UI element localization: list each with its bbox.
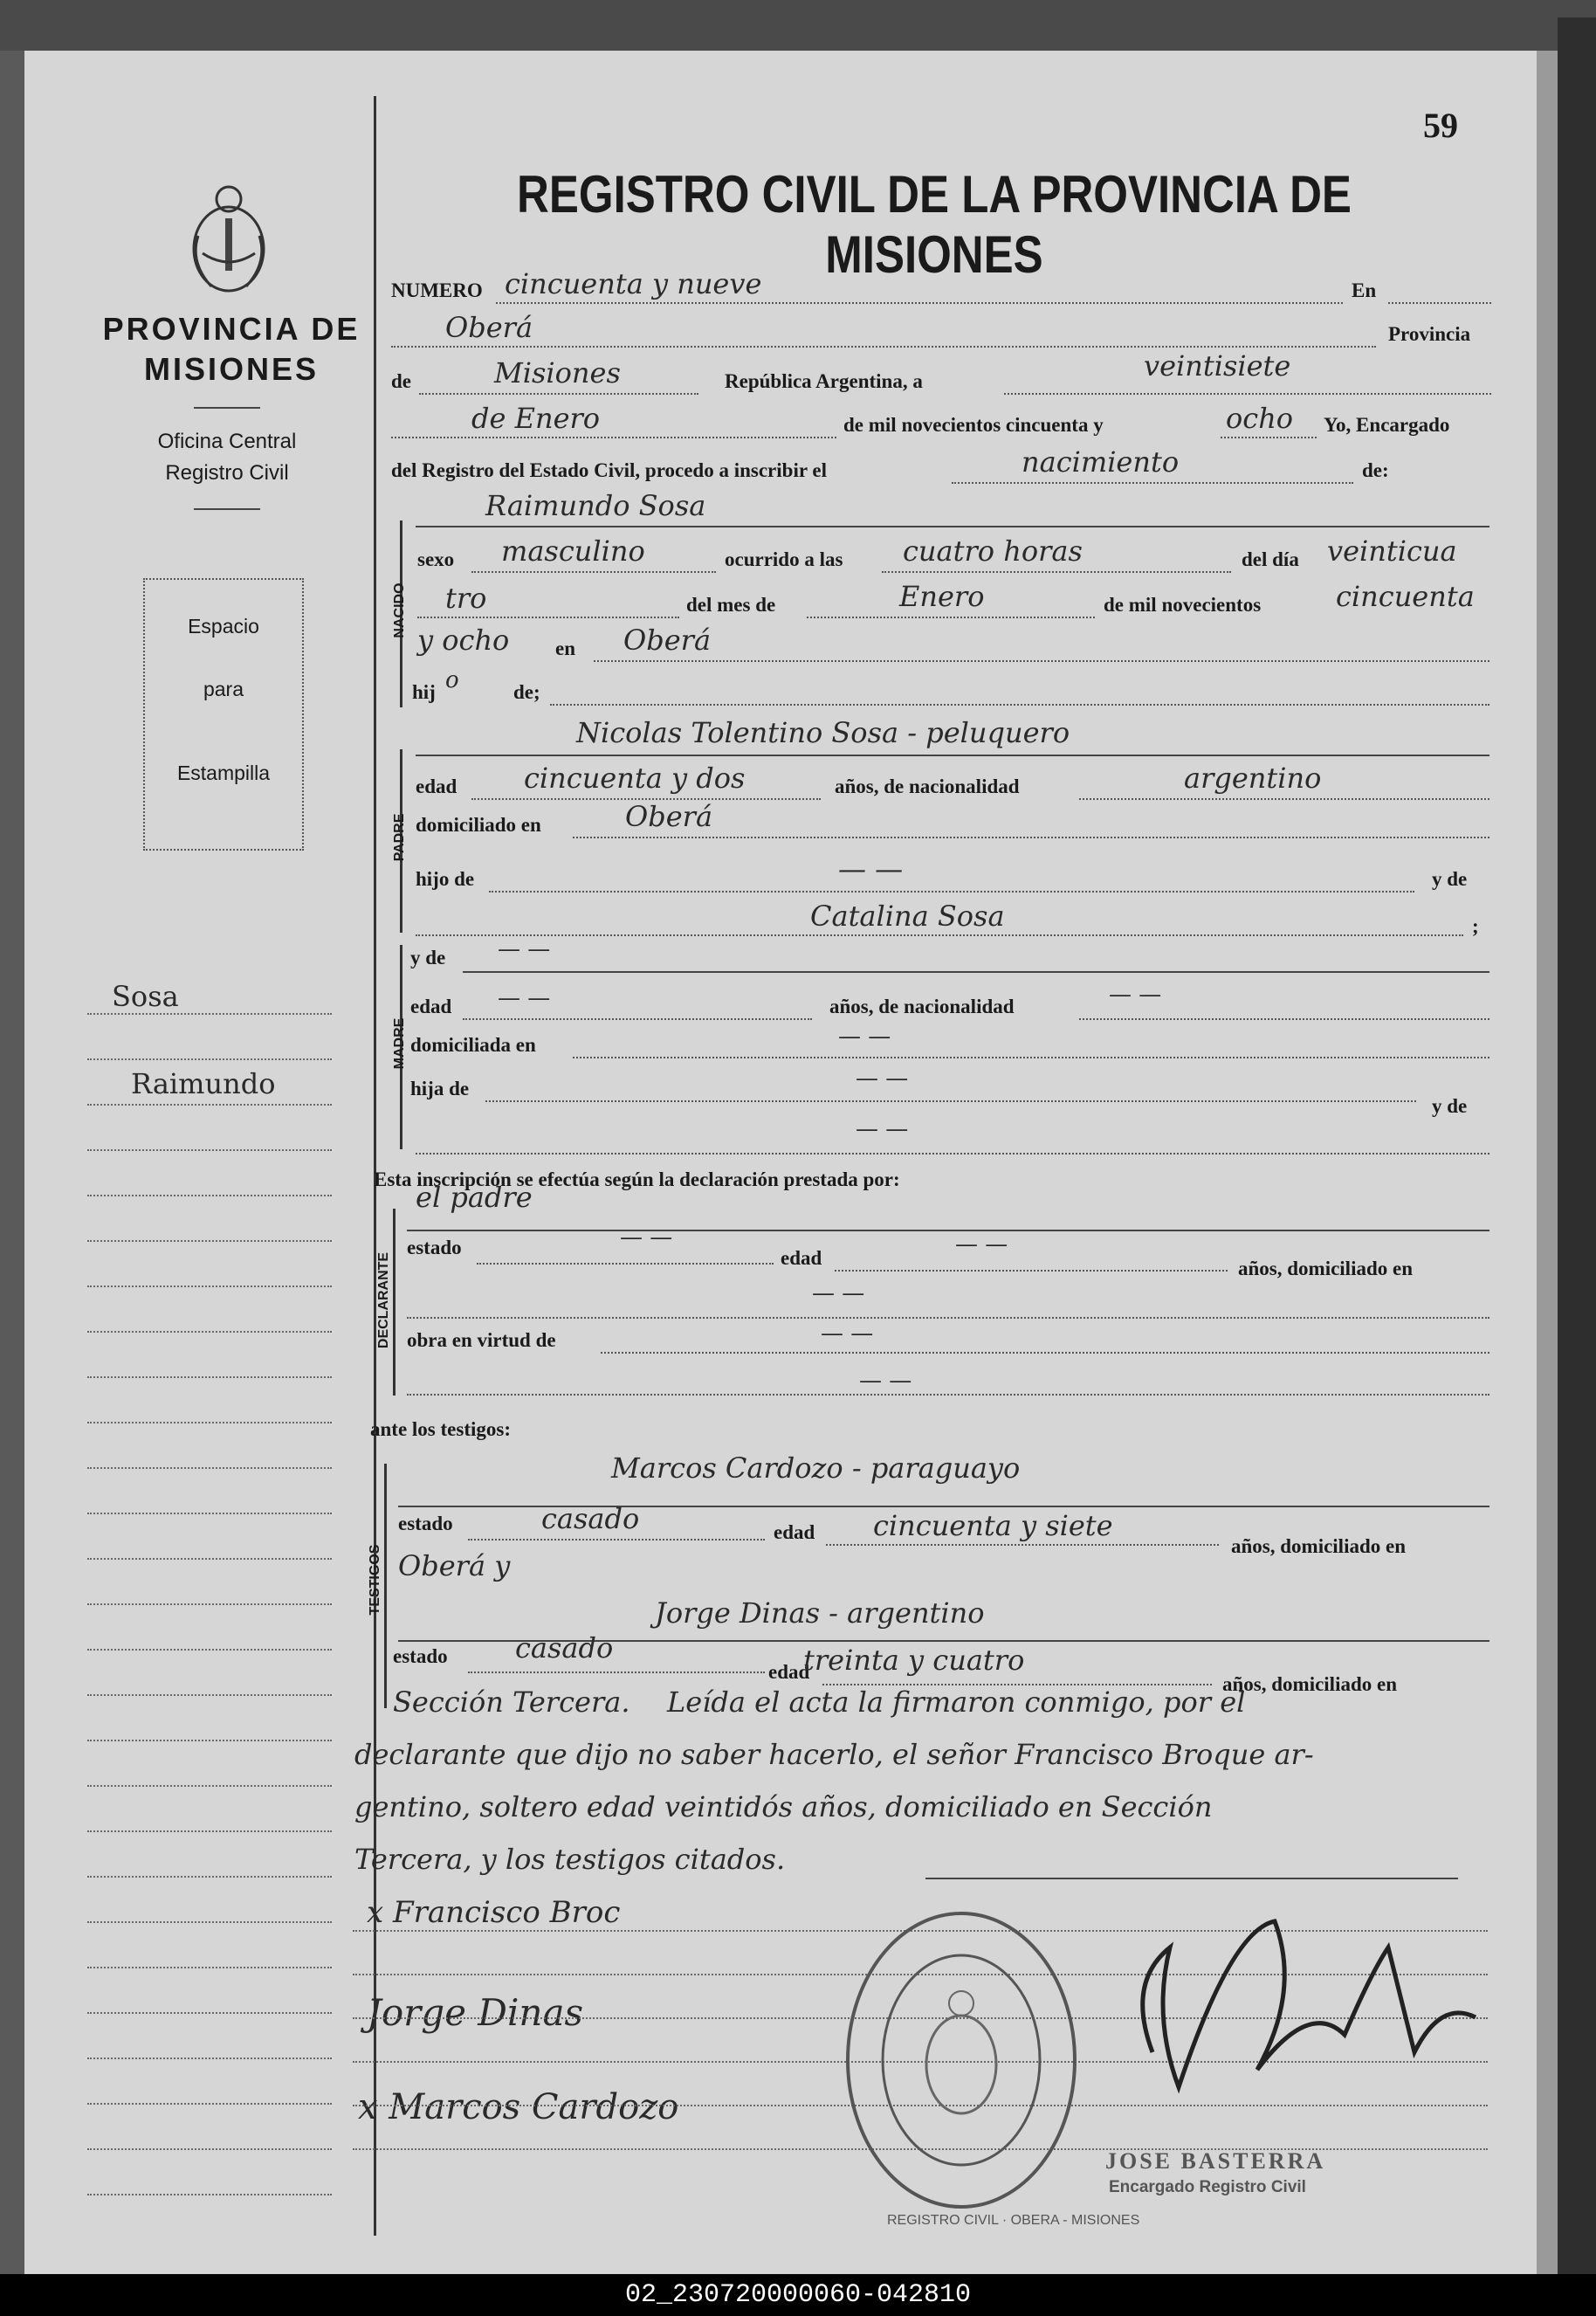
madre-name: — — bbox=[498, 936, 551, 962]
madre-edad: — — bbox=[498, 985, 551, 1011]
dotted-line bbox=[807, 617, 1095, 618]
testigos-vertical-label: TESTIGOS bbox=[368, 1544, 382, 1616]
margin-line bbox=[87, 1467, 332, 1469]
margin-line bbox=[87, 1331, 332, 1333]
sidebar-rule bbox=[194, 508, 260, 510]
declaracion-label: Esta inscripción se efectúa según la declaración prestada por: bbox=[374, 1168, 900, 1190]
mes-value: Enero bbox=[899, 580, 985, 613]
margin-line bbox=[87, 1513, 332, 1514]
declarante-bracket bbox=[393, 1209, 401, 1396]
coat-of-arms-icon bbox=[185, 183, 272, 297]
dotted-line bbox=[391, 437, 836, 438]
closing-line-1: Leída el acta la firmaron conmigo, por el bbox=[667, 1685, 1246, 1719]
margin-line bbox=[87, 1013, 332, 1015]
dotted-line bbox=[416, 934, 1463, 936]
de-label: de bbox=[391, 370, 411, 392]
margin-line bbox=[87, 1603, 332, 1605]
scan-id-footer: 02_230720000060-042810 bbox=[0, 2274, 1596, 2316]
closing-line-2: declarante que dijo no saber hacerlo, el señor Francisco Broque ar- bbox=[354, 1738, 1314, 1771]
margin-line bbox=[87, 1830, 332, 1832]
padre-abuela: Catalina Sosa bbox=[810, 900, 1005, 933]
sexo-value: masculino bbox=[501, 534, 645, 568]
sidebar-office-line1: Oficina Central bbox=[157, 430, 297, 453]
testigo1-domicilio: Oberá y bbox=[398, 1549, 511, 1582]
testigos-label: ante los testigos: bbox=[370, 1418, 511, 1440]
dotted-line bbox=[573, 1057, 1489, 1058]
lugar-value: Oberá bbox=[623, 624, 712, 657]
en-label: En bbox=[1352, 279, 1377, 301]
margin-line bbox=[87, 1376, 332, 1378]
margin-line bbox=[87, 1149, 332, 1151]
anio-value: cincuenta bbox=[1336, 580, 1475, 613]
dotted-line bbox=[952, 482, 1353, 484]
day-value: veintisiete bbox=[1144, 349, 1291, 383]
closing-line-3: gentino, soltero edad veintidós años, domiciliado en Sección bbox=[354, 1790, 1213, 1823]
testigo2-domicilio-label: años, domiciliado en bbox=[1222, 1673, 1398, 1695]
testigo1-name: Marcos Cardozo - paraguayo bbox=[611, 1451, 1021, 1485]
madre-nacionalidad-label: años, de nacionalidad bbox=[829, 996, 1015, 1017]
dotted-line bbox=[550, 704, 1489, 706]
dotted-line bbox=[1079, 798, 1489, 800]
margin-line bbox=[87, 1195, 332, 1196]
sexo-label: sexo bbox=[417, 548, 455, 570]
margin-line bbox=[87, 1876, 332, 1878]
section-rule bbox=[416, 755, 1489, 756]
numero-label: NUMERO bbox=[391, 279, 483, 301]
obra-value-2: — — bbox=[859, 1368, 912, 1394]
en-lugar-label: en bbox=[555, 638, 575, 659]
dotted-line bbox=[496, 302, 1343, 304]
dotted-line bbox=[826, 1544, 1219, 1546]
madre-nacionalidad: — — bbox=[1109, 982, 1162, 1008]
dotted-line bbox=[407, 1317, 1489, 1319]
madre-hija-de-label: hija de bbox=[410, 1078, 470, 1099]
sidebar-rule bbox=[194, 407, 260, 409]
signature-jorge-dinas: Jorge Dinas bbox=[367, 1991, 584, 2034]
margin-surname: Sosa bbox=[112, 980, 179, 1013]
padre-edad: cincuenta y dos bbox=[524, 762, 746, 795]
dotted-line bbox=[835, 1270, 1228, 1272]
dotted-line bbox=[594, 660, 1489, 662]
nacido-vertical-label: NACIDO bbox=[392, 582, 407, 638]
hijo-label: hij bbox=[412, 681, 436, 703]
dotted-line bbox=[573, 837, 1489, 838]
seal-text: REGISTRO CIVIL · OBERA - MISIONES bbox=[887, 2213, 1140, 2228]
official-title: Encargado Registro Civil bbox=[1109, 2178, 1306, 2196]
padre-edad-label: edad bbox=[416, 775, 457, 797]
margin-line bbox=[87, 1740, 332, 1741]
anio-value-cont: y ocho bbox=[417, 624, 510, 657]
declarante-estado: — — bbox=[620, 1224, 673, 1251]
dotted-line bbox=[601, 1352, 1489, 1354]
page-number: 59 bbox=[1423, 106, 1458, 145]
madre-y-de-label-2: y de bbox=[1432, 1095, 1468, 1117]
dotted-line bbox=[391, 346, 1376, 348]
signature-marcos-cardozo: x Marcos Cardozo bbox=[358, 2087, 679, 2127]
dotted-line bbox=[1079, 1018, 1489, 1020]
margin-line bbox=[87, 1785, 332, 1787]
padre-domicilio-label: domiciliado en bbox=[416, 814, 541, 836]
closing-rule bbox=[925, 1878, 1458, 1879]
testigo2-edad: treinta y cuatro bbox=[803, 1644, 1025, 1677]
margin-line bbox=[87, 1286, 332, 1287]
margin-line bbox=[87, 1694, 332, 1696]
ocurrido-label: ocurrido a las bbox=[725, 548, 843, 570]
obra-label: obra en virtud de bbox=[407, 1329, 556, 1351]
obra-value: — — bbox=[821, 1320, 874, 1347]
madre-domicilio: — — bbox=[838, 1024, 891, 1050]
testigo2-name: Jorge Dinas - argentino bbox=[655, 1596, 985, 1630]
declarante-domicilio-label: años, domiciliado en bbox=[1238, 1258, 1414, 1279]
year-value: ocho bbox=[1226, 402, 1294, 435]
madre-edad-label: edad bbox=[410, 996, 452, 1017]
dia-label: del día bbox=[1242, 548, 1299, 570]
place-value: Oberá bbox=[445, 311, 533, 344]
margin-line bbox=[87, 1240, 332, 1242]
dotted-line bbox=[407, 1394, 1489, 1396]
dotted-line bbox=[1388, 302, 1491, 304]
provincia-label: Provincia bbox=[1388, 323, 1471, 345]
sidebar-office-line2: Registro Civil bbox=[165, 461, 289, 485]
dotted-line bbox=[882, 571, 1231, 573]
dotted-line bbox=[489, 891, 1414, 893]
testigo1-edad-label: edad bbox=[774, 1521, 815, 1543]
declarante-estado-label: estado bbox=[407, 1237, 462, 1258]
margin-line bbox=[87, 2012, 332, 2014]
margin-line bbox=[87, 1422, 332, 1423]
dotted-line bbox=[468, 1672, 765, 1673]
testigo1-estado: casado bbox=[541, 1502, 640, 1535]
padre-abuelo: — — bbox=[838, 852, 904, 886]
sidebar-province: PROVINCIA DE MISIONES bbox=[102, 311, 361, 387]
scan-top-shadow bbox=[0, 0, 1596, 51]
madre-vertical-label: MADRE bbox=[392, 1017, 407, 1070]
mes-label: del mes de bbox=[686, 594, 776, 616]
padre-nacionalidad: argentino bbox=[1184, 762, 1322, 795]
testigo2-domicilio: Sección Tercera. bbox=[393, 1685, 630, 1719]
official-signature-icon bbox=[1100, 1895, 1493, 2122]
month-value: de Enero bbox=[471, 402, 601, 435]
province-value: Misiones bbox=[494, 356, 621, 389]
inscribir-label: del Registro del Estado Civil, procedo a inscribir el bbox=[391, 459, 827, 481]
margin-line bbox=[87, 2058, 332, 2059]
section-rule bbox=[416, 526, 1489, 527]
testigo2-estado-label: estado bbox=[393, 1645, 448, 1667]
dotted-line bbox=[1221, 437, 1317, 438]
declarante-edad: — — bbox=[955, 1231, 1008, 1258]
mil-label: de mil novecientos bbox=[1104, 594, 1262, 616]
margin-line bbox=[87, 2148, 332, 2150]
padre-domicilio: Oberá bbox=[625, 800, 713, 833]
dotted-line bbox=[419, 393, 698, 395]
margin-line bbox=[87, 2194, 332, 2195]
section-rule bbox=[463, 971, 1489, 973]
official-name: JOSE BASTERRA bbox=[1105, 2148, 1326, 2174]
dotted-line bbox=[1004, 393, 1491, 395]
semicolon: ; bbox=[1472, 915, 1479, 937]
madre-abuelo: — — bbox=[856, 1065, 909, 1092]
testigos-bracket bbox=[384, 1464, 392, 1708]
signature-francisco: x Francisco Broc bbox=[367, 1895, 621, 1930]
hora-value: cuatro horas bbox=[903, 534, 1083, 568]
testigo1-domicilio-label: años, domiciliado en bbox=[1231, 1535, 1407, 1557]
padre-name: Nicolas Tolentino Sosa - peluquero bbox=[576, 716, 1070, 749]
margin-line bbox=[87, 1649, 332, 1651]
madre-domicilio-label: domiciliada en bbox=[410, 1034, 536, 1056]
padre-vertical-label: PADRE bbox=[392, 813, 407, 862]
testigo1-edad: cincuenta y siete bbox=[873, 1509, 1113, 1542]
page-title: REGISTRO CIVIL DE LA PROVINCIA DE MISIONES bbox=[517, 165, 1352, 284]
numero-value: cincuenta y nueve bbox=[505, 267, 762, 300]
padre-y-de-label: y de bbox=[1432, 868, 1468, 890]
hijo-de-label: de; bbox=[513, 681, 540, 703]
section-rule bbox=[407, 1230, 1489, 1231]
de2-label: de: bbox=[1362, 459, 1389, 481]
margin-line bbox=[87, 1104, 332, 1106]
dotted-line bbox=[416, 1153, 1489, 1155]
stamp-label-3: Estampilla bbox=[176, 762, 271, 784]
encargado-label: Yo, Encargado bbox=[1324, 414, 1450, 436]
testigo2-edad-label: edad bbox=[768, 1661, 810, 1683]
declarante-edad-label: edad bbox=[781, 1247, 822, 1269]
margin-line bbox=[87, 1921, 332, 1923]
dia-value: veinticua bbox=[1327, 534, 1457, 568]
dotted-line bbox=[485, 1100, 1416, 1102]
madre-y-de-label: y de bbox=[410, 947, 446, 968]
declarante-vertical-label: DECLARANTE bbox=[376, 1251, 391, 1349]
republica-label: República Argentina, a bbox=[725, 370, 923, 392]
dotted-line bbox=[477, 1263, 774, 1265]
testigo1-estado-label: estado bbox=[398, 1513, 453, 1534]
margin-line bbox=[87, 2103, 332, 2105]
dotted-line bbox=[471, 571, 716, 573]
dotted-line bbox=[468, 1539, 765, 1541]
padre-nacionalidad-label: años, de nacionalidad bbox=[835, 775, 1020, 797]
official-seal-icon bbox=[843, 1907, 1079, 2213]
dotted-line bbox=[463, 1018, 812, 1020]
declarante-value: el padre bbox=[416, 1181, 533, 1214]
hijo-suffix: o bbox=[445, 667, 459, 693]
margin-line bbox=[87, 1967, 332, 1968]
nacido-name: Raimundo Sosa bbox=[485, 489, 706, 522]
stamp-label-1: Espacio bbox=[188, 615, 259, 638]
dotted-line bbox=[417, 617, 679, 618]
margin-line bbox=[87, 1558, 332, 1560]
declarante-domicilio: — — bbox=[812, 1280, 865, 1306]
dia-value-cont: tro bbox=[445, 582, 487, 615]
madre-abuela: — — bbox=[856, 1116, 909, 1142]
padre-hijo-de-label: hijo de bbox=[416, 868, 475, 890]
year-label: de mil novecientos cincuenta y bbox=[843, 414, 1104, 436]
margin-name: Raimundo bbox=[131, 1067, 276, 1100]
margin-line bbox=[87, 1058, 332, 1060]
book-binding bbox=[1558, 17, 1596, 2279]
inscribir-value: nacimiento bbox=[1022, 445, 1180, 479]
stamp-space bbox=[143, 578, 304, 851]
testigo2-estado: casado bbox=[515, 1631, 614, 1665]
stamp-label-2: para bbox=[203, 678, 244, 700]
closing-line-4: Tercera, y los testigos citados. bbox=[354, 1843, 786, 1876]
